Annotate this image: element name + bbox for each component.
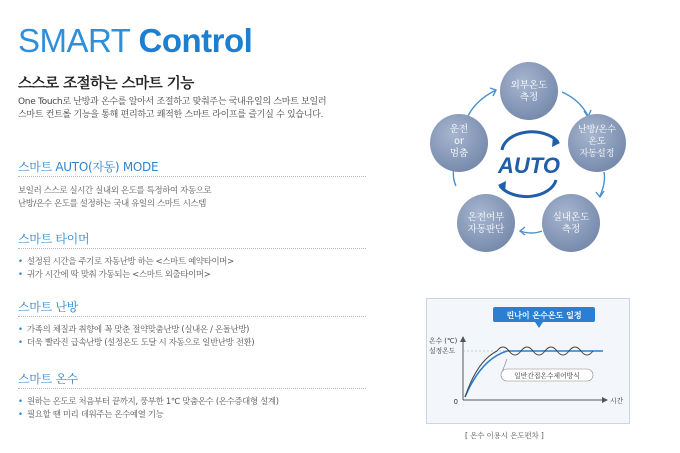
section-auto-body xyxy=(18,184,211,210)
section-timer-title: 스마트 타이머 xyxy=(18,232,90,246)
divider xyxy=(18,248,366,249)
x-axis-label: 시간 xyxy=(610,397,624,405)
svg-text:실내온도: 실내온도 xyxy=(552,212,590,223)
divider xyxy=(18,316,366,317)
section-heating-list xyxy=(18,323,254,349)
callout-label: 일반간접온수제어방식 xyxy=(514,372,580,380)
list-item: • 필요할 땐 미리 데워주는 온수예열 기능 xyxy=(18,408,279,421)
origin-label: 0 xyxy=(453,398,458,406)
title-light: SMART xyxy=(18,22,130,59)
auto-arrow-icon xyxy=(498,181,506,192)
intro-line-1: One Touch로 난방과 온수를 알아서 조절하고 맞춰주는 국내유일의 스마트 보일러 xyxy=(18,97,327,107)
auto-label: AUTO xyxy=(498,153,560,178)
section-heating-title: 스마트 난방 xyxy=(18,300,78,314)
svg-text:온도: 온도 xyxy=(588,137,606,147)
svg-text:or: or xyxy=(454,136,464,147)
section-timer-list xyxy=(18,255,234,281)
list-item: • 원하는 온도로 처음부터 끝까지, 풍부한 1℃ 맞춤온수 (온수증대형 설계) xyxy=(18,395,279,408)
list-item: • 귀가 시간에 딱 맞춰 가동되는 <스마트 외출타이머> xyxy=(18,268,234,281)
badge-label: 린나이 온수온도 일정 xyxy=(506,311,582,320)
auto-cycle-diagram xyxy=(410,50,665,260)
temperature-graph xyxy=(426,298,630,424)
svg-text:멈춤: 멈춤 xyxy=(449,148,469,159)
section-auto-line-1: 보일러 스스로 실시간 실내외 온도를 특정하여 자동으로 xyxy=(18,185,212,195)
svg-text:측정: 측정 xyxy=(561,224,581,235)
cycle-node-outdoor-temp xyxy=(500,62,558,120)
y-axis-arrow-icon xyxy=(460,336,466,342)
badge-pointer-icon xyxy=(535,322,543,328)
cycle-node-auto-judge xyxy=(457,194,515,252)
svg-text:자동판단: 자동판단 xyxy=(467,224,505,235)
x-axis-arrow-icon xyxy=(602,397,608,403)
section-hotwater-title: 스마트 온수 xyxy=(18,372,78,386)
divider xyxy=(18,388,366,389)
y-axis-label: 온수 (℃) xyxy=(429,337,458,345)
intro-line-2: 스마트 컨트롤 기능을 통해 편리하고 쾌적한 스마트 라이프를 즐기실 수 있습니다. xyxy=(18,110,324,120)
graph-caption: [ 온수 이용시 온도편차 ] xyxy=(465,431,544,440)
cycle-node-auto-set xyxy=(568,114,626,172)
cycle-node-run-stop xyxy=(430,114,488,172)
cycle-node-indoor-temp xyxy=(542,194,600,252)
list-item: • 더욱 빨라진 급속난방 (설정온도 도달 시 자동으로 일반난방 전환) xyxy=(18,336,254,349)
arrow-head-icon xyxy=(596,191,604,197)
section-hotwater-list xyxy=(18,395,279,421)
auto-arc-icon xyxy=(500,180,556,197)
auto-arrow-icon xyxy=(552,136,560,147)
svg-text:자동설정: 자동설정 xyxy=(579,149,615,159)
arrow-head-icon xyxy=(520,227,525,235)
svg-text:온전여부: 온전여부 xyxy=(467,212,505,223)
list-item: • 가족의 체질과 취향에 꼭 맞춘 절약맞춤난방 (실내온 / 온돌난방) xyxy=(18,323,254,336)
temperature-graph-svg xyxy=(427,299,631,425)
page-title xyxy=(18,22,252,60)
divider xyxy=(18,176,366,177)
svg-text:측정: 측정 xyxy=(519,92,539,103)
svg-text:외부온도: 외부온도 xyxy=(510,80,548,91)
svg-text:난방/온수: 난방/온수 xyxy=(578,125,616,135)
section-auto-title: 스마트 AUTO(자동) MODE xyxy=(18,160,159,174)
cycle-arrow xyxy=(468,90,496,116)
section-auto-line-2: 난방/온수 온도를 설정하는 국내 유일의 스마트 시스템 xyxy=(18,198,207,208)
auto-arc-icon xyxy=(502,132,558,150)
intro-text xyxy=(18,96,408,122)
title-bold: Control xyxy=(138,22,253,59)
svg-text:운전: 운전 xyxy=(449,124,469,135)
subheading: 스스로 조절하는 스마트 기능 xyxy=(18,76,194,92)
list-item: • 설정된 시간을 주기로 자동난방 하는 <스마트 예약타이머> xyxy=(18,255,234,268)
cycle-arrow xyxy=(520,231,542,233)
auto-logo xyxy=(497,132,560,197)
setpoint-label: 설정온도 xyxy=(429,347,456,355)
